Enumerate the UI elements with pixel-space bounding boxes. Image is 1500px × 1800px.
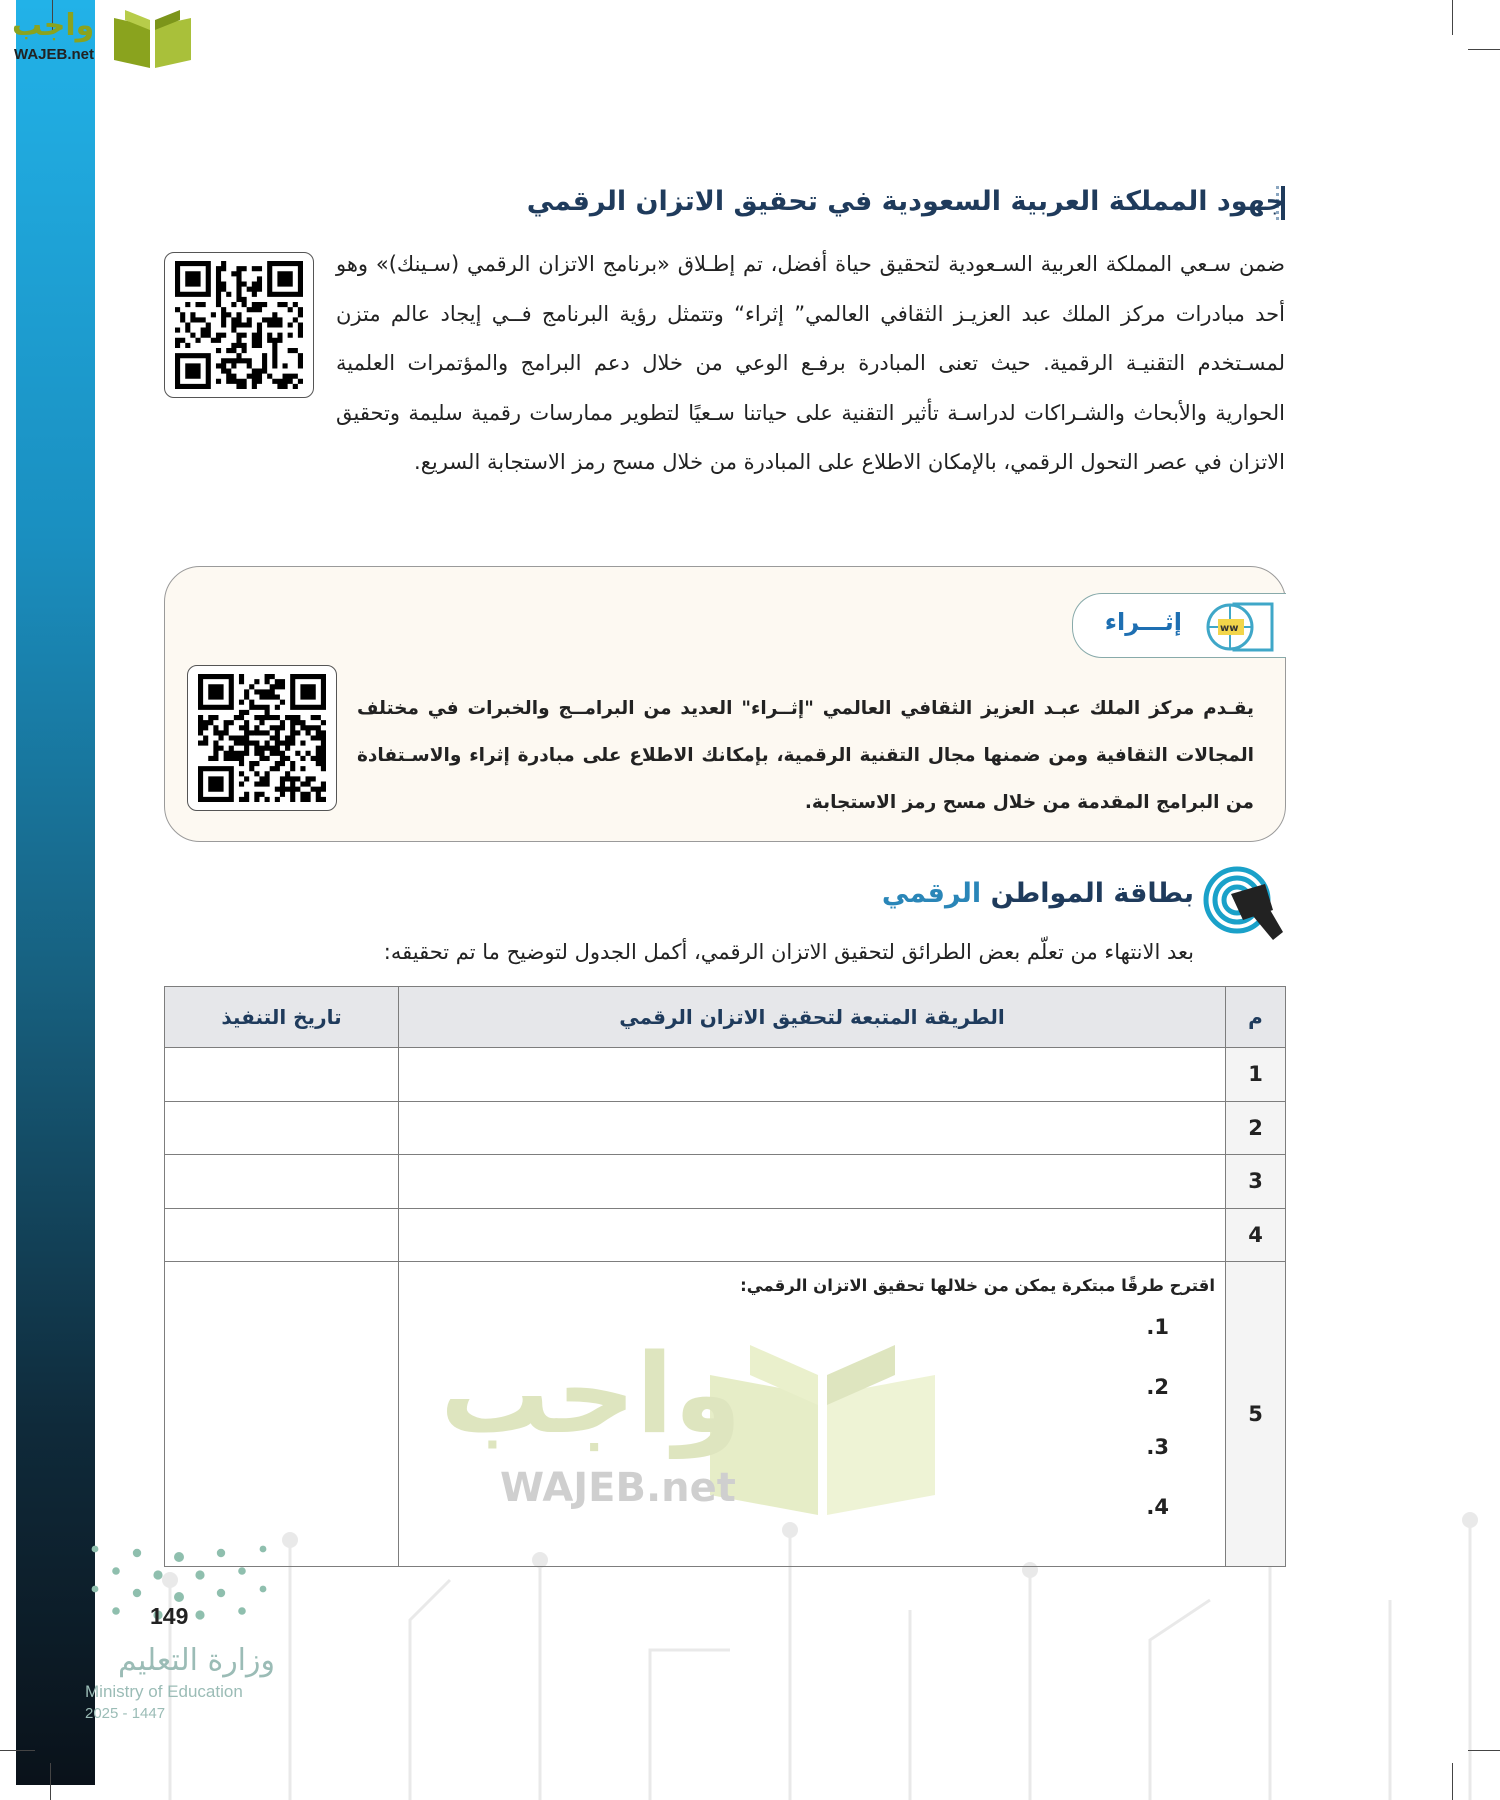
suggestion-prompt: اقترح طرقًا مبتكرة يمكن من خلالها تحقيق الاتزان الرقمي: xyxy=(740,1276,1215,1295)
emblem-dot xyxy=(217,1549,225,1557)
page-number: 149 xyxy=(150,1603,189,1629)
emblem-dot xyxy=(174,1552,184,1562)
crop-mark xyxy=(1452,0,1453,35)
side-color-bar xyxy=(16,0,95,1785)
date-cell[interactable] xyxy=(165,1048,399,1102)
ministry-name-ar: وزارة التعليم xyxy=(117,1643,275,1678)
table-row-suggestions xyxy=(165,1262,1286,1567)
method-cell[interactable] xyxy=(399,1101,1226,1155)
method-cell[interactable] xyxy=(399,1208,1226,1262)
suggestion-item[interactable]: 3. xyxy=(1146,1435,1169,1459)
emblem-dot xyxy=(92,1586,99,1593)
emblem-dot xyxy=(195,1570,204,1579)
watermark-text-en: WAJEB.net xyxy=(500,1465,736,1511)
emblem-dot xyxy=(238,1567,246,1575)
digital-card-icon xyxy=(1203,866,1285,942)
qr-code-image xyxy=(173,261,305,389)
watermark-text-ar: واجب xyxy=(440,1330,742,1458)
date-cell[interactable] xyxy=(165,1155,399,1209)
ithraa-tab xyxy=(1072,593,1286,658)
section-body xyxy=(164,240,1285,488)
crop-mark xyxy=(1468,49,1500,50)
emblem-dot xyxy=(238,1607,246,1615)
section-title: جهود المملكة العربية السعودية في تحقيق الاتزان الرقمي xyxy=(526,186,1285,217)
emblem-dot xyxy=(133,1589,141,1597)
table-header-row xyxy=(165,987,1286,1048)
emblem-dot xyxy=(92,1546,99,1553)
row-number: 2 xyxy=(1226,1101,1286,1155)
table-row xyxy=(165,1101,1286,1155)
header-number: م xyxy=(1226,987,1286,1048)
header-method: الطريقة المتبعة لتحقيق الاتزان الرقمي xyxy=(399,987,1226,1048)
card-title-part1: بطاقة المواطن xyxy=(990,878,1194,909)
emblem-dot xyxy=(153,1570,162,1579)
date-cell[interactable] xyxy=(165,1262,399,1567)
qr-modules xyxy=(175,261,303,389)
emblem-dot xyxy=(174,1592,184,1602)
row-number: 5 xyxy=(1226,1262,1286,1567)
academic-year: 2025 - 1447 xyxy=(85,1705,166,1722)
globe-book-icon xyxy=(1204,600,1276,654)
card-instruction: بعد الانتهاء من تعلّم بعض الطرائق لتحقيق الاتزان الرقمي، أكمل الجدول لتوضيح ما تم تحقيقه: xyxy=(383,940,1194,964)
qr-code-ithraa[interactable] xyxy=(187,665,337,811)
crop-mark xyxy=(0,1750,35,1751)
emblem-dot xyxy=(133,1549,141,1557)
qr-code-sync[interactable] xyxy=(164,252,314,398)
card-title-part2: الرقمي xyxy=(881,878,991,909)
table-row xyxy=(165,1208,1286,1262)
suggestion-item[interactable]: 4. xyxy=(1146,1495,1169,1519)
digital-citizen-card-title xyxy=(882,878,1194,909)
ministry-name-en: Ministry of Education xyxy=(85,1682,243,1701)
logo-text-en: WAJEB.net xyxy=(14,46,95,63)
emblem-dot xyxy=(260,1546,267,1553)
qr-code-image xyxy=(196,674,328,802)
ithraa-text: يقـدم مركز الملك عبـد العزيز الثقافي العالمي "إثــراء" العديد من البرامــج والخبرات في مختلف المجالات الثقافية ومن ضمنها مجال التقنية الرقمية، بإمكانك الاطلاع على مبادرة إثراء والاسـتفادة من البرامج المقدمة من خلال مسح رمز الاستجابة. xyxy=(357,698,1254,813)
method-cell[interactable] xyxy=(399,1048,1226,1102)
row-number: 3 xyxy=(1226,1155,1286,1209)
qr-modules xyxy=(198,674,326,802)
table-row xyxy=(165,1155,1286,1209)
emblem-dot xyxy=(195,1610,204,1619)
date-cell[interactable] xyxy=(165,1101,399,1155)
emblem-dot xyxy=(112,1567,120,1575)
emblem-dot xyxy=(112,1607,120,1615)
logo-text-ar: واجب xyxy=(12,8,95,43)
section-paragraph-end: لتطوير ممارسات رقمية سليمة وتحقيق الاتزان في عصر التحول الرقمي، بالإمكان الاطلاع على المبادرة من خلال مسح رمز الاستجابة السريع. xyxy=(336,400,1285,474)
ministry-of-education-logo xyxy=(85,1545,275,1730)
emblem-dot xyxy=(260,1586,267,1593)
suggestion-item[interactable]: 1. xyxy=(1146,1315,1169,1339)
wajeb-logo[interactable] xyxy=(10,8,190,68)
row-number: 4 xyxy=(1226,1208,1286,1262)
emblem-dot xyxy=(217,1589,225,1597)
suggestion-item[interactable]: 2. xyxy=(1146,1375,1169,1399)
row-number: 1 xyxy=(1226,1048,1286,1102)
icon-text: ww xyxy=(1220,623,1239,634)
crop-mark xyxy=(50,1763,51,1800)
suggestions-cell[interactable] xyxy=(399,1262,1226,1567)
section-paragraph: ضمن سـعي المملكة العربية السـعودية لتحقيق حياة أفضل، تم إطـلاق «برنامج الاتزان الرقمي (سـينك)» وهو أحد مبادرات مركز الملك عبد العزيـز الثقافي العالمي” إثراء“ وتتمثل رؤية البرنامج فــي إيجاد عالم متزن لمسـتخدم التقنيـة الرقمية. حيث تعنى المبادرة برفـع الوعي من خلال دعم البرامج والمؤتمرات العلمية الحوارية والأبحاث والشـراكات لدراسـة تأثير التقنية على حياتنا سـعيًا xyxy=(336,252,1285,425)
ithraa-label: إثـــراء xyxy=(1104,608,1182,636)
balance-methods-table xyxy=(164,986,1286,1567)
method-cell[interactable] xyxy=(399,1155,1226,1209)
date-cell[interactable] xyxy=(165,1208,399,1262)
book-icon xyxy=(110,10,195,68)
header-date: تاريخ التنفيذ xyxy=(165,987,399,1048)
table-row xyxy=(165,1048,1286,1102)
